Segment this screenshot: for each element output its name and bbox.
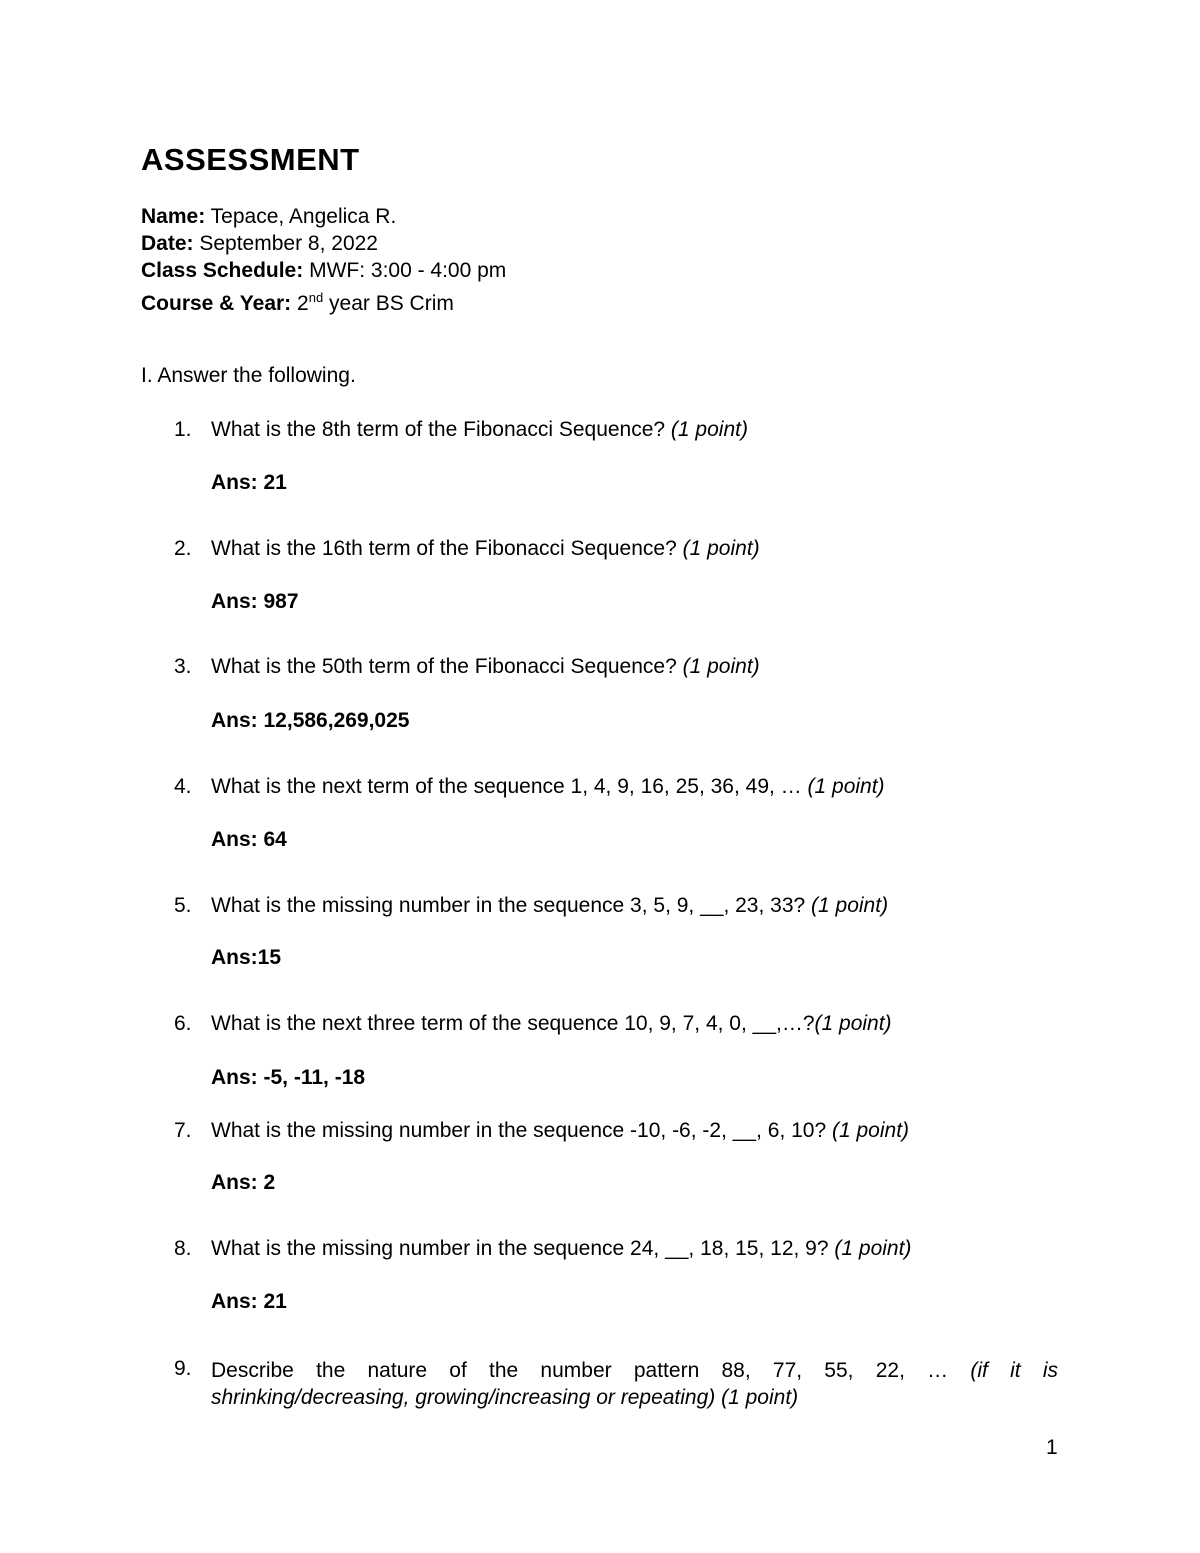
course-label: Course & Year: [141,292,292,315]
question-2: 2. What is the 16th term of the Fibonacci Sequence? (1 point) [174,537,760,560]
answer-3: Ans: 12,586,269,025 [211,709,410,732]
course-line [141,284,454,317]
instruction: I. Answer the following. [141,364,356,387]
question-9-number: 9. [174,1357,192,1380]
schedule-label: Class Schedule: [141,259,304,282]
schedule-line [141,257,506,284]
question-3: 3. What is the 50th term of the Fibonacci Sequence? (1 point) [174,655,760,678]
answer-2: Ans: 987 [211,590,299,613]
answer-8: Ans: 21 [211,1290,287,1313]
page-title: ASSESSMENT [141,142,360,177]
answer-5: Ans:15 [211,946,282,969]
name-label: Name: [141,205,206,228]
answer-4: Ans: 64 [211,828,287,851]
schedule-value: MWF: 3:00 - 4:00 pm [309,259,507,282]
question-5: 5. What is the missing number in the sequence 3, 5, 9, __, 23, 33? (1 point) [174,894,889,917]
question-9-line2: shrinking/decreasing, growing/increasing or repeating) (1 point) [211,1386,799,1409]
name-line [141,203,396,230]
page-number: 1 [1046,1436,1058,1459]
answer-7: Ans: 2 [211,1171,276,1194]
course-sup: nd [308,290,324,305]
name-value: Tepace, Angelica R. [210,205,397,228]
question-6: 6. What is the next three term of the sequence 10, 9, 7, 4, 0, __,…?(1 point) [174,1012,892,1035]
question-9-line1: Describe the nature of the number pattern 88, 77, 55, 22, … (if it is [211,1359,1058,1382]
course-value-post: year BS Crim [323,292,454,315]
answer-6: Ans: -5, -11, -18 [211,1066,366,1089]
question-7: 7. What is the missing number in the sequence -10, -6, -2, __, 6, 10? (1 point) [174,1119,910,1142]
answer-1: Ans: 21 [211,471,287,494]
question-9 [174,1357,1058,1411]
question-8: 8. What is the missing number in the sequence 24, __, 18, 15, 12, 9? (1 point) [174,1237,912,1260]
date-value: September 8, 2022 [199,232,378,255]
course-value-pre: 2 [297,292,309,315]
date-label: Date: [141,232,194,255]
question-1: 1. What is the 8th term of the Fibonacci Sequence? (1 point) [174,418,748,441]
date-line [141,230,378,257]
question-4: 4. What is the next term of the sequence 1, 4, 9, 16, 25, 36, 49, … (1 point) [174,775,885,798]
